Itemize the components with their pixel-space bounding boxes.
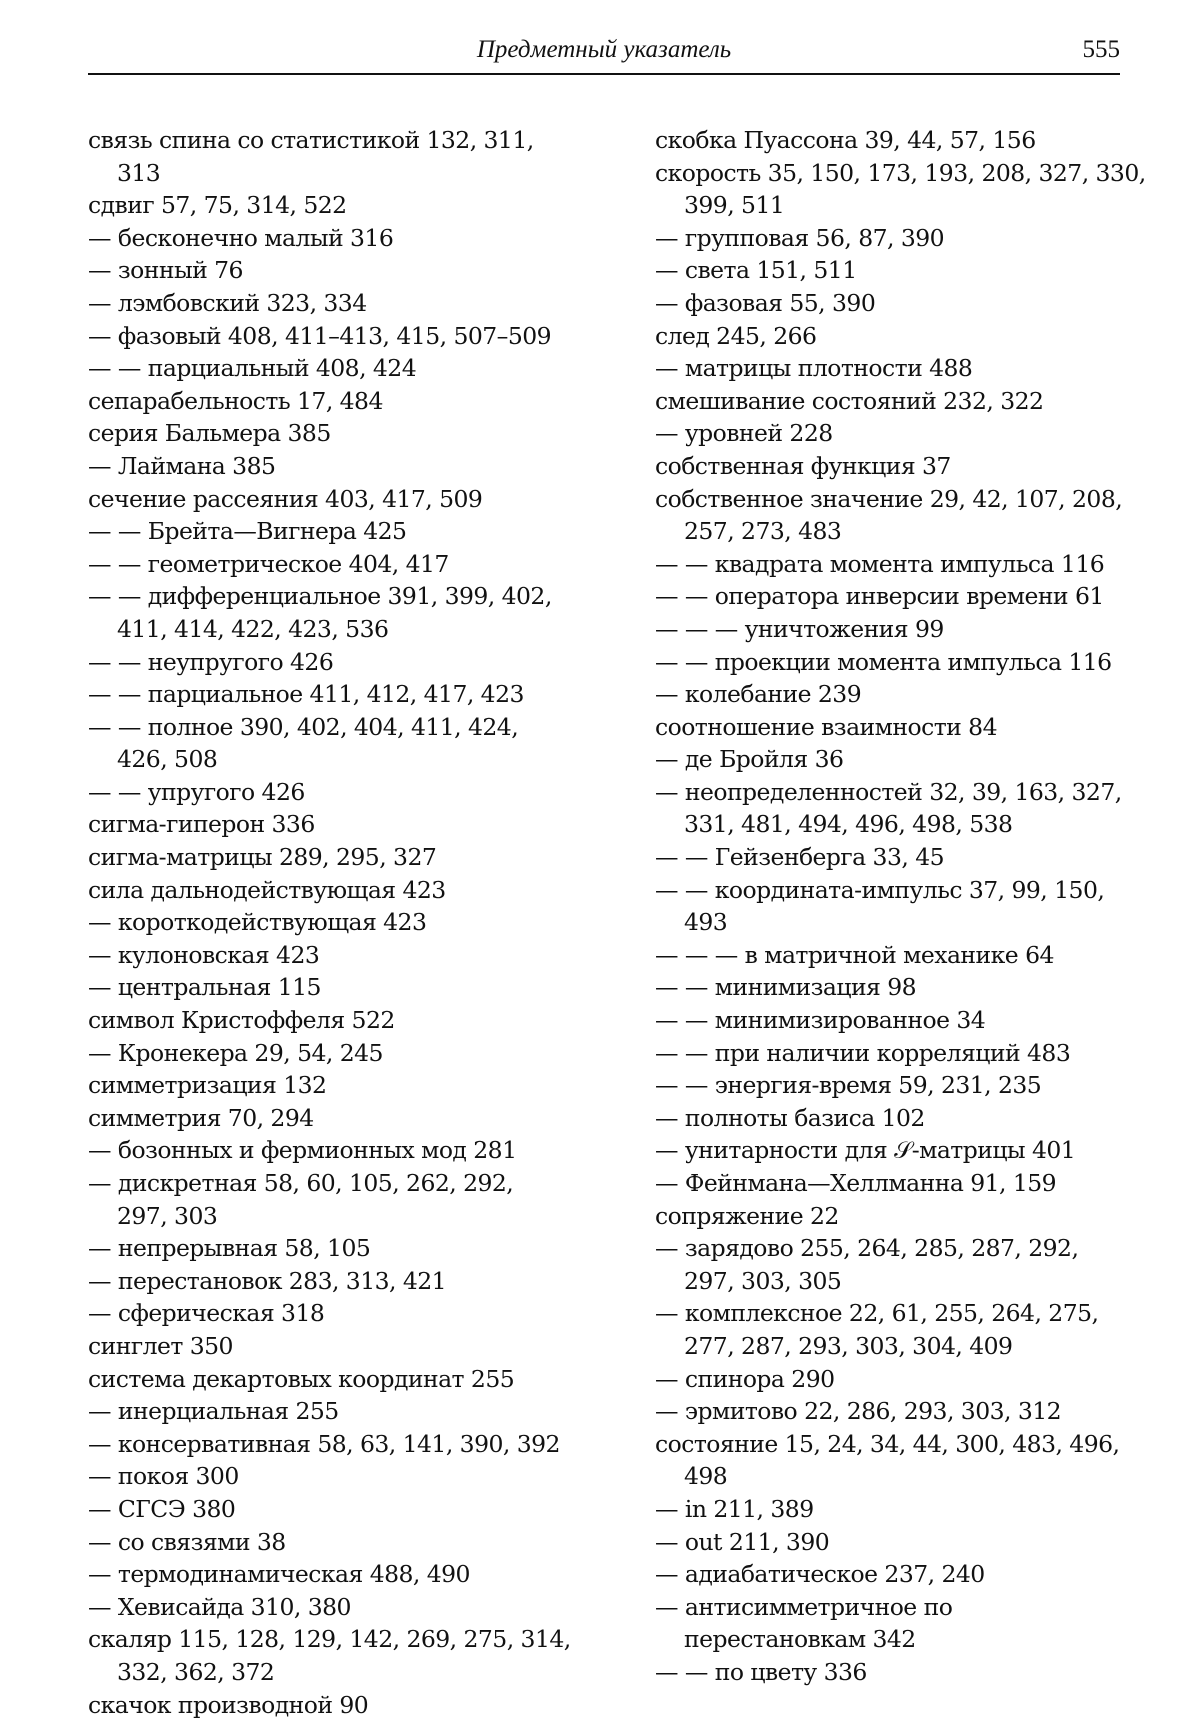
index-entry: — комплексное 22, 61, 255, 264, 275, <box>655 1299 1099 1328</box>
index-entry: симметризация 132 <box>88 1071 327 1100</box>
index-entry: — — минимизированное 34 <box>655 1006 986 1035</box>
index-entry: — Лаймана 385 <box>88 451 276 480</box>
index-entry: состояние 15, 24, 34, 44, 300, 483, 496, <box>655 1429 1120 1458</box>
index-entry: — out 211, 390 <box>655 1527 830 1556</box>
index-entry-continuation: 277, 287, 293, 303, 304, 409 <box>684 1331 1013 1360</box>
index-entry-continuation: 426, 508 <box>117 745 218 774</box>
index-entry: — — парциальное 411, 412, 417, 423 <box>88 680 524 709</box>
index-entry: — — Гейзенберга 33, 45 <box>655 843 944 872</box>
index-entry: сигма-матрицы 289, 295, 327 <box>88 843 437 872</box>
index-entry: — лэмбовский 323, 334 <box>88 288 367 317</box>
index-entry: смешивание состояний 232, 322 <box>655 386 1044 415</box>
index-entry: скаляр 115, 128, 129, 142, 269, 275, 314, <box>88 1625 571 1654</box>
index-entry: — перестановок 283, 313, 421 <box>88 1266 447 1295</box>
index-entry: — — геометрическое 404, 417 <box>88 549 449 578</box>
index-entry: сдвиг 57, 75, 314, 522 <box>88 191 347 220</box>
index-entry: сила дальнодействующая 423 <box>88 875 446 904</box>
index-entry: — зонный 76 <box>88 256 243 285</box>
index-entry: — адиабатическое 237, 240 <box>655 1560 985 1589</box>
index-entry: — неопределенностей 32, 39, 163, 327, <box>655 777 1122 806</box>
index-entry: след 245, 266 <box>655 321 817 350</box>
index-entry: собственная функция 37 <box>655 451 951 480</box>
index-entry: — сферическая 318 <box>88 1299 325 1328</box>
running-header <box>88 30 1120 74</box>
index-entry: — света 151, 511 <box>655 256 857 285</box>
index-entry: скобка Пуассона 39, 44, 57, 156 <box>655 126 1036 154</box>
index-entry: — — Брейта—Вигнера 425 <box>88 517 407 546</box>
index-entry: сигма-гиперон 336 <box>88 810 315 839</box>
index-entry: — Кронекера 29, 54, 245 <box>88 1038 383 1067</box>
index-entry: — — при наличии корреляций 483 <box>655 1038 1071 1067</box>
index-entry: связь спина со статистикой 132, 311, <box>88 126 534 154</box>
index-entry: — фазовый 408, 411–413, 415, 507–509 <box>88 321 552 350</box>
index-entry: соотношение взаимности 84 <box>655 712 997 741</box>
index-entry: — бозонных и фермионных мод 281 <box>88 1136 517 1165</box>
index-entry: — зарядово 255, 264, 285, 287, 292, <box>655 1234 1079 1263</box>
index-entry: — термодинамическая 488, 490 <box>88 1560 470 1589</box>
index-entry: — фазовая 55, 390 <box>655 288 876 317</box>
index-entry: — — энергия-время 59, 231, 235 <box>655 1071 1042 1100</box>
index-entry: — эрмитово 22, 286, 293, 303, 312 <box>655 1397 1062 1426</box>
page-number: 555 <box>1082 36 1120 63</box>
index-entry: — — по цвету 336 <box>655 1657 867 1686</box>
index-entry: — покоя 300 <box>88 1462 239 1491</box>
index-entry: — центральная 115 <box>88 973 321 1002</box>
index-entry: серия Бальмера 385 <box>88 419 331 448</box>
index-entry: сечение рассеяния 403, 417, 509 <box>88 484 483 513</box>
index-entry: — со связями 38 <box>88 1527 286 1556</box>
index-entry: — полноты базиса 102 <box>655 1103 925 1132</box>
index-entry: — — неупругого 426 <box>88 647 334 676</box>
index-column-left <box>88 124 598 1721</box>
index-entry: сепарабельность 17, 484 <box>88 386 383 415</box>
index-column-right <box>655 124 1165 1689</box>
index-entry-continuation: 331, 481, 494, 496, 498, 538 <box>684 810 1013 839</box>
index-entry: — — квадрата момента импульса 116 <box>655 549 1105 578</box>
index-entry: синглет 350 <box>88 1331 233 1360</box>
index-entry: — унитарности для 𝒮-матрицы 401 <box>655 1136 1076 1165</box>
index-entry: — короткодействующая 423 <box>88 908 427 937</box>
header-rule <box>88 73 1120 75</box>
index-entry-continuation: 257, 273, 483 <box>684 517 842 546</box>
index-entry: — спинора 290 <box>655 1364 835 1393</box>
index-entry: — колебание 239 <box>655 680 862 709</box>
index-entry: — бесконечно малый 316 <box>88 223 394 252</box>
index-entry: — консервативная 58, 63, 141, 390, 392 <box>88 1429 560 1458</box>
index-entry: — Фейнмана—Хеллманна 91, 159 <box>655 1169 1057 1197</box>
index-entry: — непрерывная 58, 105 <box>88 1234 371 1263</box>
index-entry-continuation: перестановкам 342 <box>684 1625 916 1654</box>
index-entry: собственное значение 29, 42, 107, 208, <box>655 484 1123 513</box>
index-entry: — — дифференциальное 391, 399, 402, <box>88 582 552 611</box>
index-entry-continuation: 313 <box>117 158 161 187</box>
index-entry: скачок производной 90 <box>88 1690 369 1719</box>
index-entry: симметрия 70, 294 <box>88 1103 314 1132</box>
index-entry-continuation: 411, 414, 422, 423, 536 <box>117 614 389 643</box>
index-entry: скорость 35, 150, 173, 193, 208, 327, 330, <box>655 158 1146 187</box>
index-entry-continuation: 399, 511 <box>684 191 785 220</box>
index-entry: — — координата-импульс 37, 99, 150, <box>655 875 1105 904</box>
index-entry: — инерциальная 255 <box>88 1397 339 1426</box>
index-entry: — — оператора инверсии времени 61 <box>655 582 1104 611</box>
index-entry: — антисимметричное по <box>655 1592 953 1621</box>
index-entry: символ Кристоффеля 522 <box>88 1006 395 1035</box>
index-entry: — — — уничтожения 99 <box>655 614 944 643</box>
index-entry: — Хевисайда 310, 380 <box>88 1592 351 1621</box>
index-entry: — in 211, 389 <box>655 1494 814 1523</box>
index-entry: система декартовых координат 255 <box>88 1364 515 1393</box>
index-entry-continuation: 297, 303, 305 <box>684 1266 842 1295</box>
page-title: Предметный указатель <box>476 36 732 63</box>
index-entry-continuation: 332, 362, 372 <box>117 1657 275 1686</box>
index-entry-continuation: 493 <box>684 908 728 937</box>
index-entry: — матрицы плотности 488 <box>655 354 973 383</box>
index-entry: — — парциальный 408, 424 <box>88 354 417 383</box>
index-entry: — де Бройля 36 <box>655 745 844 774</box>
index-entry: — — проекции момента импульса 116 <box>655 647 1112 676</box>
index-entry: — — упругого 426 <box>88 777 305 806</box>
index-entry: — — — в матричной механике 64 <box>655 940 1054 969</box>
index-entry: — СГСЭ 380 <box>88 1494 236 1523</box>
index-entry: — кулоновская 423 <box>88 940 320 969</box>
index-entry-continuation: 297, 303 <box>117 1201 218 1230</box>
index-entry: — — минимизация 98 <box>655 973 917 1002</box>
index-entry: сопряжение 22 <box>655 1201 839 1230</box>
index-entry-continuation: 498 <box>684 1462 728 1491</box>
index-entry: — — полное 390, 402, 404, 411, 424, <box>88 712 519 741</box>
index-entry: — дискретная 58, 60, 105, 262, 292, <box>88 1169 514 1197</box>
index-entry: — групповая 56, 87, 390 <box>655 223 945 252</box>
index-entry: — уровней 228 <box>655 419 833 448</box>
